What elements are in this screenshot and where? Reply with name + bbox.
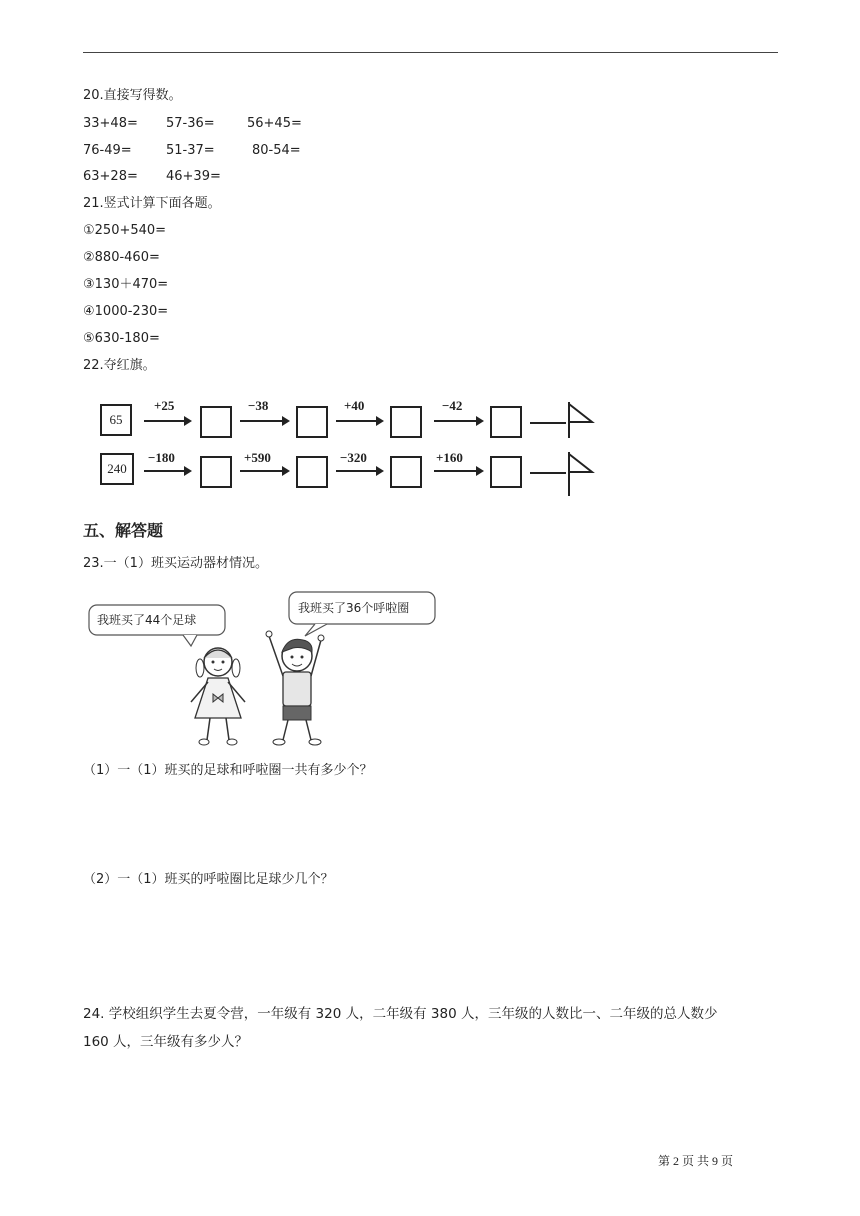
operation-label: +160 xyxy=(436,450,463,465)
dash-line xyxy=(530,422,566,424)
dash-line xyxy=(530,472,566,474)
q20-item: 80-54= xyxy=(252,143,301,158)
q24-line2: 160 人，三年级有多少人？ xyxy=(83,1034,249,1050)
operation-label: −42 xyxy=(442,398,463,413)
q20-item: 51-37= xyxy=(166,143,215,158)
answer-box[interactable] xyxy=(200,456,232,488)
flag-icon xyxy=(566,400,596,440)
q21-item: ③130＋470= xyxy=(83,277,169,292)
q20-title: 20.直接写得数。 xyxy=(83,88,182,103)
arrow-icon xyxy=(434,470,482,472)
q22-title: 22.夺红旗。 xyxy=(83,358,156,373)
q20-item: 57-36= xyxy=(166,116,215,131)
flag-icon xyxy=(566,450,596,498)
page-number: 第 2 页 共 9 页 xyxy=(658,1154,734,1168)
q21-item: ④1000-230= xyxy=(83,304,169,319)
q20-item: 63+28= xyxy=(83,169,138,184)
arrow-icon xyxy=(240,420,288,422)
q23-sub1: （1）一（1）班买的足球和呼啦圈一共有多少个？ xyxy=(83,763,373,778)
q20-item: 46+39= xyxy=(166,169,221,184)
answer-box[interactable] xyxy=(390,406,422,438)
q23-title: 23.一（1）班买运动器材情况。 xyxy=(83,556,268,571)
operation-label: +25 xyxy=(154,398,175,413)
q20-item: 76-49= xyxy=(83,143,132,158)
q20-item: 33+48= xyxy=(83,116,138,131)
operation-label: −180 xyxy=(148,450,175,465)
start-box: 65 xyxy=(100,404,132,436)
boy-speech-text: 我班买了36个呼啦圈 xyxy=(298,601,410,615)
q21-item: ⑤630-180= xyxy=(83,331,160,346)
operation-label: +40 xyxy=(344,398,365,413)
q21-item: ②880-460= xyxy=(83,250,160,265)
start-box: 240 xyxy=(100,453,134,485)
header-rule xyxy=(83,52,778,53)
q24-line1: 24. 学校组织学生去夏令营，一年级有 320 人，二年级有 380 人，三年级的人数比一、二年级的总人数少 xyxy=(83,1006,718,1022)
answer-box[interactable] xyxy=(490,456,522,488)
arrow-icon xyxy=(434,420,482,422)
q20-item: 56+45= xyxy=(247,116,302,131)
q23-sub2: （2）一（1）班买的呼啦圈比足球少几个？ xyxy=(83,872,334,887)
operation-label: −320 xyxy=(340,450,367,465)
arrow-icon xyxy=(144,420,190,422)
arrow-icon xyxy=(144,470,190,472)
answer-box[interactable] xyxy=(390,456,422,488)
answer-box[interactable] xyxy=(296,456,328,488)
arrow-icon xyxy=(240,470,288,472)
q21-title: 21.竖式计算下面各题。 xyxy=(83,196,221,211)
arrow-icon xyxy=(336,420,382,422)
answer-box[interactable] xyxy=(296,406,328,438)
q21-item: ①250+540= xyxy=(83,223,167,238)
answer-box[interactable] xyxy=(490,406,522,438)
girl-speech-text: 我班买了44个足球 xyxy=(97,613,197,627)
operation-label: −38 xyxy=(248,398,269,413)
answer-box[interactable] xyxy=(200,406,232,438)
operation-label: +590 xyxy=(244,450,271,465)
arrow-icon xyxy=(336,470,382,472)
section-heading: 五、解答题 xyxy=(83,521,164,540)
